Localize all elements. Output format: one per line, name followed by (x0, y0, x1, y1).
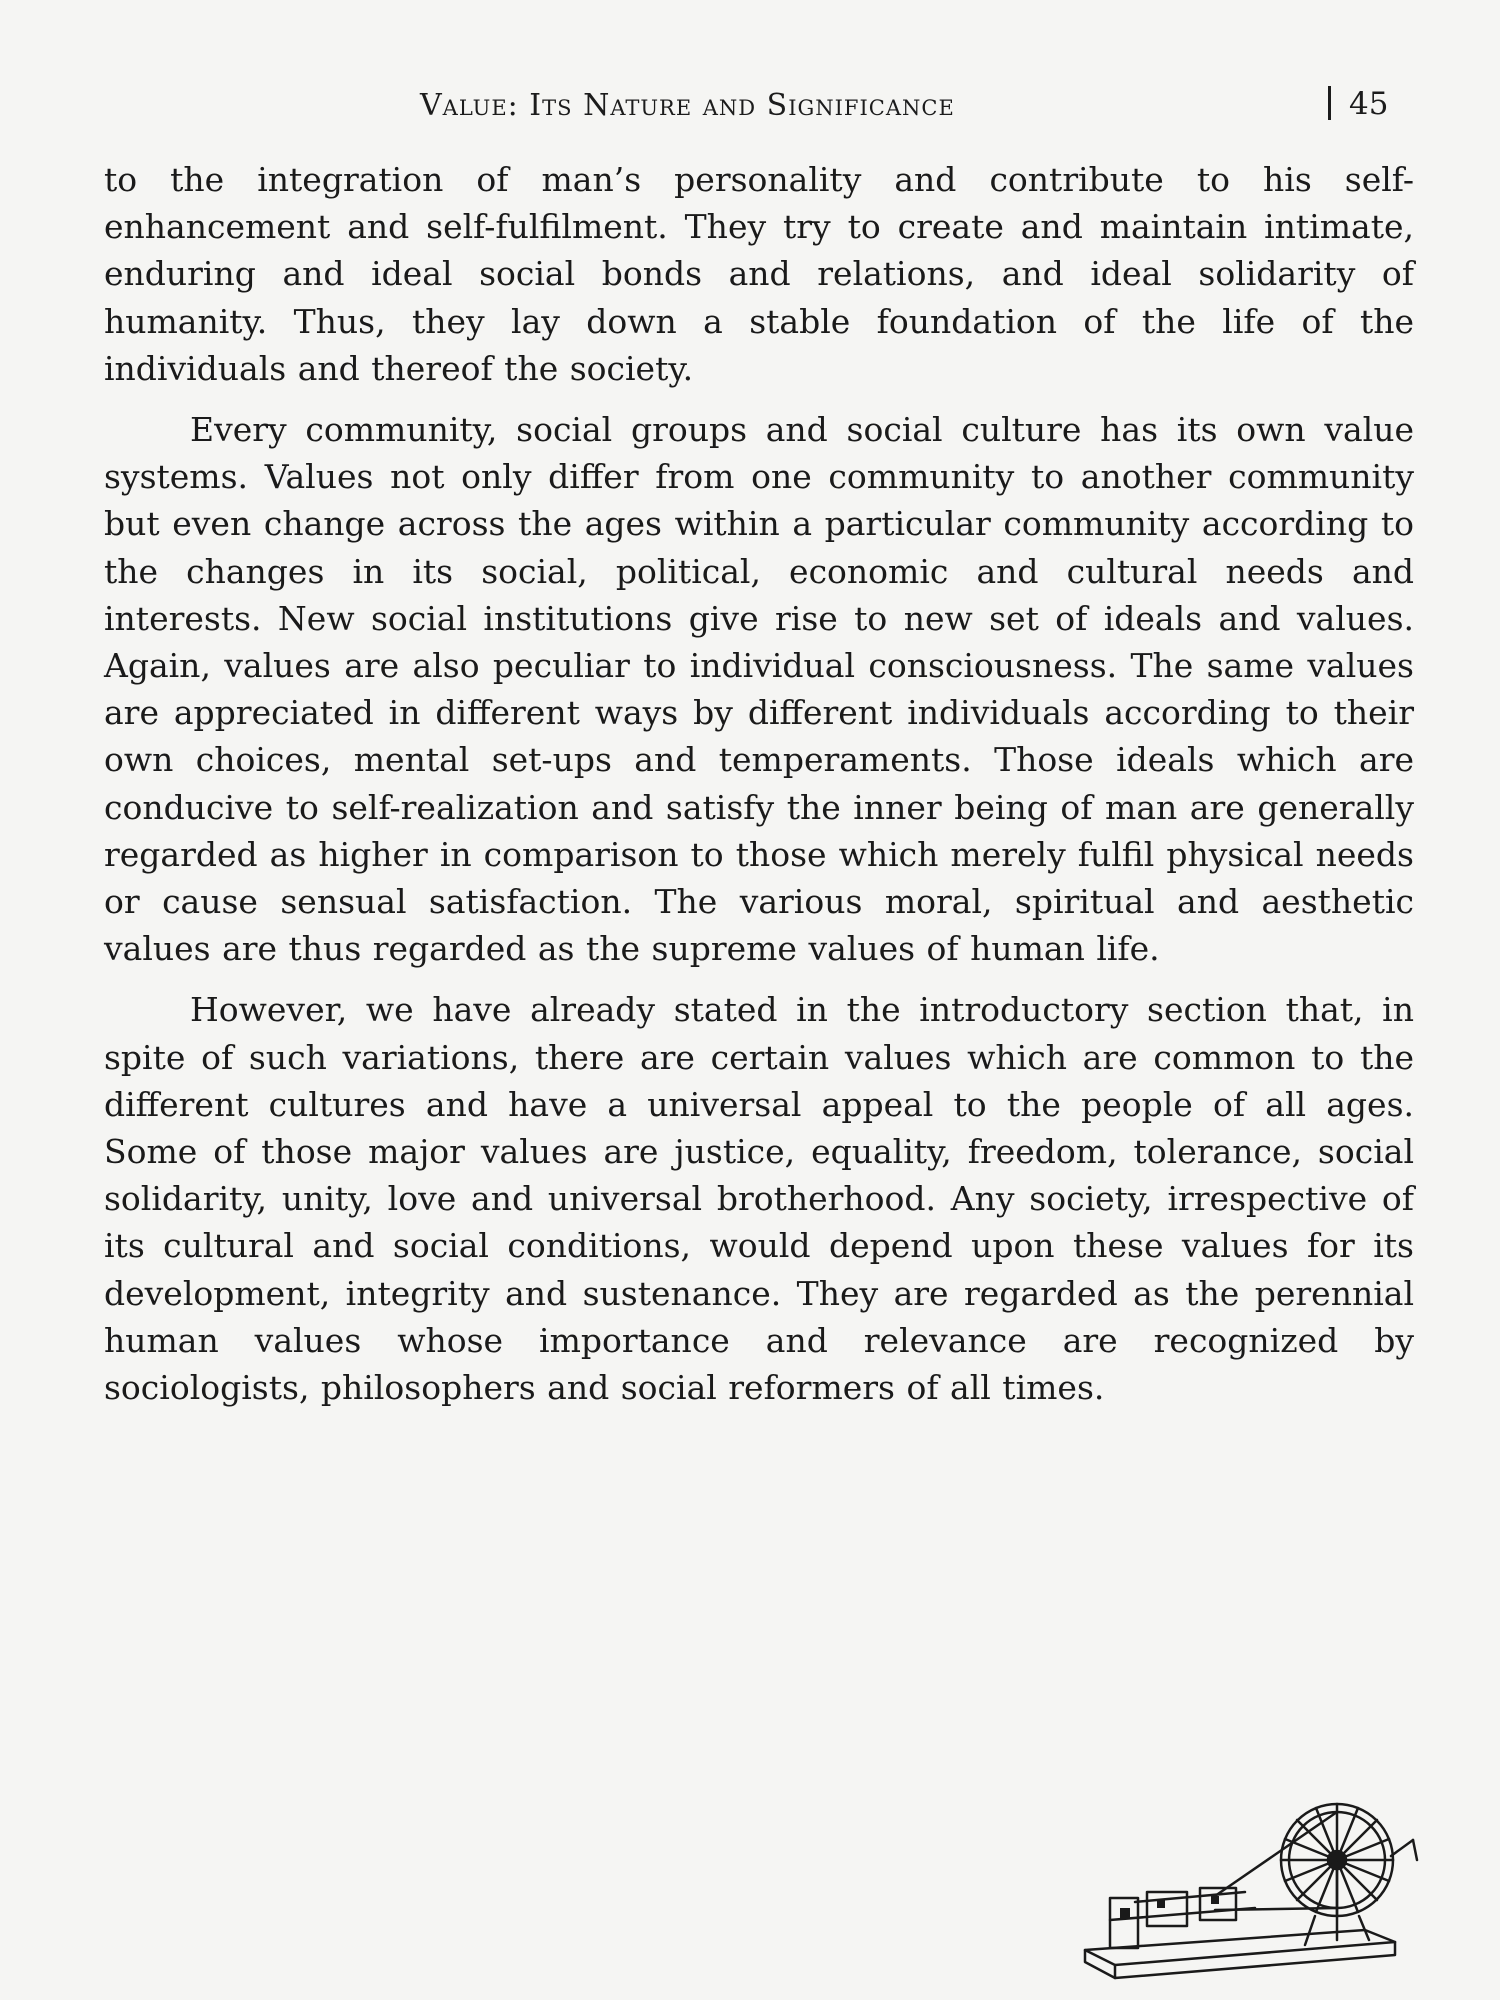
page-number-block (1328, 86, 1388, 122)
paragraph-1: to the integration of man’s personality and contribute to his self-enhancement and self-fulfilment. They try to create and maintain intimate, enduring and ideal social bonds and relations, and ideal solidarity of humanity. Thus, they lay down a stable foundation of the life of the individuals and thereof the society. (104, 160, 1414, 388)
paragraph-3: However, we have already stated in the introductory section that, in spite of such variations, there are certain values which are common to the different cultures and have a universal appeal to the people of all ages. Some of those major values are justice, equality, freedom, tolerance, social solidarity, unity, love and universal brotherhood. Any society, irrespective of its cultural and social conditions, would depend upon these values for its development, integrity and sustenance. They are regarded as the perennial human values whose importance and relevance are recognized by sociologists, philosophers and social reformers of all times. (104, 990, 1414, 1408)
running-head-title: Value: Its Nature and Significance (420, 88, 955, 123)
body-text (104, 156, 1414, 1425)
page-number: 45 (1349, 86, 1389, 122)
paragraph-2: Every community, social groups and social culture has its own value systems. Values not only differ from one community to another community but even change across the ages within a particular community according to the changes in its social, political, economic and cultural needs and interests. New social institutions give rise to new set of ideals and values. Again, values are also peculiar to individual consciousness. The same values are appreciated in different ways by different individuals according to their own choices, mental set-ups and temperaments. Those ideals which are conducive to self-realization and satisfy the inner being of man are generally regarded as higher in comparison to those which merely fulfil physical needs or cause sensual satisfaction. The various moral, spiritual and aesthetic values are thus regarded as the supreme values of human life. (104, 410, 1414, 969)
spinning-wheel-icon (1065, 1780, 1425, 1990)
page-number-divider (1328, 86, 1331, 120)
